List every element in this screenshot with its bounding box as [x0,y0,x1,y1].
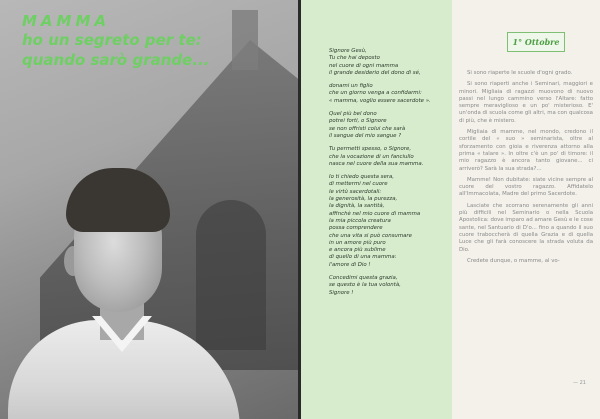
prayer-line: Signore Gesù, [329,48,367,54]
prayer-line: di quello di una mamma: [329,254,397,261]
commentary-paragraph: Credete dunque, o mamme, al vo- [467,257,560,264]
right-page [301,0,600,419]
prayer-line: donami un figlio [329,83,373,90]
headline [22,12,292,70]
prayer-line: la generosità, la purezza, [329,196,398,203]
prayer-line: il grande desiderio del dono di sé, [329,69,421,76]
commentary-text [459,70,593,269]
prayer-line: di mettermi nel cuore [329,181,388,188]
commentary-paragraph: Mamme! Non dubitate: siate vicine sempre al cuore del vostro ragazzo. Affidatelo all'Immacolata, Madre del primo Sacerdote. [459,176,593,198]
commentary-paragraph: Migliaia di mamme, nel mondo, credono il cortile del « suo » seminarista, oltre al sforzamento con gioia e riverenza attorno alla prima « talare ». In oltre c'è un po' di timore: il mio ragazzo è ancora tanto giovane... ci arriverò? Sarà la sua strada?... [459,129,593,172]
prayer-line: possa comprendere [329,225,383,232]
prayer-line: se non offristi colui che sarà [329,125,406,132]
prayer-stanza [329,111,451,140]
prayer-line: « mamma, voglio essere sacerdote ». [329,97,431,104]
prayer-line: che la vocazione di un fanciullo [329,153,414,160]
prayer-text [329,48,451,303]
date-label: 1° Ottobre [512,37,560,47]
prayer-line: Quel più bel dono [329,111,377,118]
prayer-line: che un giorno venga a confidarmi: [329,90,422,97]
prayer-line: che una vita si può consumare [329,232,412,239]
prayer-stanza [329,275,451,297]
prayer-line: nasca nel cuore della sua mamma. [329,160,424,167]
left-page [0,0,298,419]
prayer-stanza [329,83,451,105]
prayer-line: Concedimi questa grazia, [329,275,398,282]
prayer-line: la dignità, la santità, [329,203,385,210]
prayer-stanza [329,48,451,77]
headline-line-3: quando sarò grande... [22,51,210,69]
headline-line-2: ho un segreto per te: [22,31,202,49]
prayer-line: l'amore di Dio ! [329,261,371,268]
prayer-line: in un amore più puro [329,239,386,246]
date-label-box [507,32,565,52]
headline-line-1: MAMMA [22,12,110,30]
prayer-line: Signore ! [329,289,354,296]
commentary-paragraph: Si sono riaperti anche i Seminari, maggiori e minori. Migliaia di ragazzi muovono di nuovo passi nel lungo cammino verso l'Altare: fatto sempre meraviglioso e un po' misterioso. E' un'onda di scuola come gli altri, ma con qualcosa di più, che è mistero. [459,81,593,124]
church-arch-photo [196,200,266,350]
commentary-paragraph: Si sono riaperte le scuole d'ogni grado. [467,70,573,76]
prayer-line: Io ti chiedo questa sera, [329,174,395,181]
prayer-line: la mia piccola creatura [329,217,391,224]
prayer-line: le virtù sacerdotali: [329,188,382,195]
prayer-line: il sangue del mio sangue ? [329,132,402,139]
page-number: — 21 [573,380,586,386]
prayer-line: e ancora più sublime [329,247,386,254]
prayer-stanza [329,146,451,168]
prayer-line: se questo è la tua volontà, [329,282,401,289]
prayer-line: nel cuore di ogni mamma [329,62,399,69]
prayer-line: potrei forti, o Signore [329,118,387,125]
prayer-line: affinchè nel mio cuore di mamma [329,210,421,217]
commentary-paragraph: Lasciate che scorrano serenamente gli anni più difficili nel Seminario o nella Scuola Apostolica: dove imparo ad amare Gesù e le cose sante, nel Santuario di D'o... fino a quando il suo cuore traboccherà di quella Grazia e di quella Luce che gli farà conoscere la strada voluta da Dio. [459,202,593,253]
prayer-line: Tu che hai deposto [329,55,380,62]
prayer-stanza [329,174,451,269]
prayer-line: Tu permetti spesso, o Signore, [329,146,412,153]
